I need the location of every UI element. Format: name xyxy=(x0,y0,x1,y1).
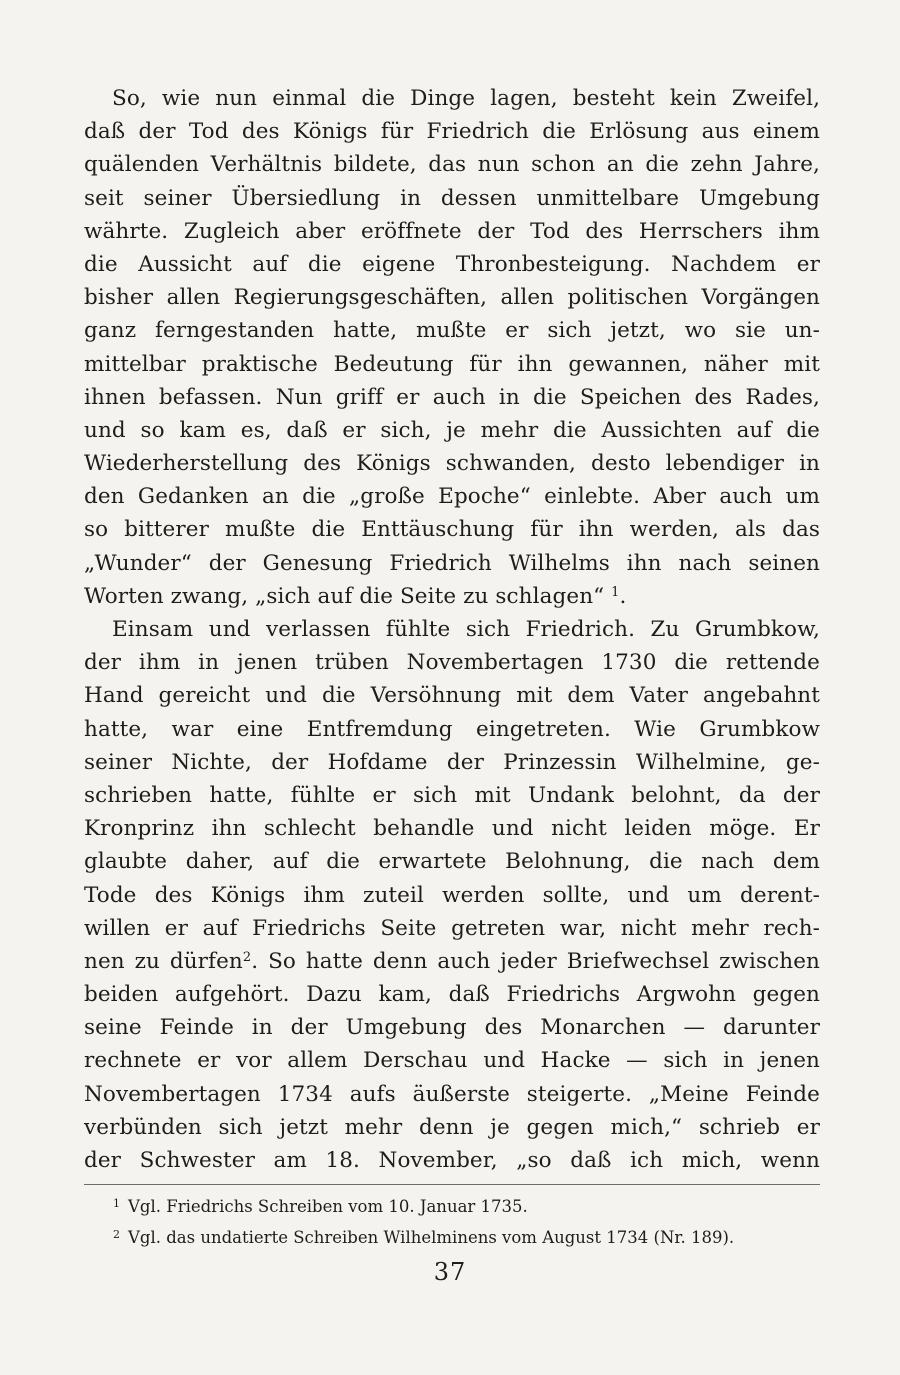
text-line: So, wie nun einmal die Dinge lagen, besteht kein Zweifel, xyxy=(112,86,820,111)
text-line: Wiederherstellung des Königs schwanden, desto lebendiger in xyxy=(84,451,820,477)
text-line: seine Feinde in der Umgebung des Monarchen — darunter xyxy=(84,1015,820,1041)
text-line: nen zu dürfen$^2$. So hatte denn auch jeder Briefwechsel zwischen xyxy=(84,948,820,974)
text-line: glaubte daher, auf die erwartete Belohnung, die nach dem xyxy=(84,849,820,875)
text-line: willen er auf Friedrichs Seite getreten war, nicht mehr rech- xyxy=(84,915,820,941)
text-line: Hand gereicht und die Versöhnung mit dem Vater angebahnt xyxy=(84,683,820,709)
footnote-reference[interactable]: 2 xyxy=(242,949,252,965)
text-line: rechnete er vor allem Derschau und Hacke — sich in jenen xyxy=(84,1048,820,1074)
text-line: schrieben hatte, fühlte er sich mit Undank belohnt, da der xyxy=(84,782,820,808)
text-line: daß der Tod des Königs für Friedrich die Erlösung aus einem xyxy=(84,119,820,145)
text-line: bisher allen Regierungsgeschäften, allen politischen Vorgängen xyxy=(84,285,820,311)
text-line: hatte, war eine Entfremdung eingetreten. Wie Grumbkow xyxy=(84,716,820,742)
text-line: Kronprinz ihn schlecht behandle und nicht leiden möge. Er xyxy=(84,816,820,842)
text-line: Einsam und verlassen fühlte sich Friedrich. Zu Grumbkow, xyxy=(112,617,820,642)
text-line: beiden aufgehört. Dazu kam, daß Friedrichs Argwohn gegen xyxy=(84,982,820,1008)
footnote-divider xyxy=(84,1184,820,1185)
paragraph-1 xyxy=(84,82,820,580)
paragraph-2 xyxy=(84,613,820,945)
footnote-mark: 2 xyxy=(113,1228,120,1241)
text-line: ganz ferngestanden hatte, mußte er sich jetzt, wo sie un- xyxy=(84,318,820,344)
text-line: Worten zwang, „sich auf die Seite zu schlagen“ $^1$. xyxy=(84,583,627,609)
body-text xyxy=(84,82,820,1177)
text-line: die Aussicht auf die eigene Thronbesteigung. Nachdem er xyxy=(84,251,820,277)
footnotes xyxy=(113,1190,823,1252)
text-line: seit seiner Übersiedlung in dessen unmittelbare Umgebung xyxy=(84,185,820,211)
text-line: Novembertagen 1734 aufs äußerste steigerte. „Meine Feinde xyxy=(84,1081,820,1107)
text-line: den Gedanken an die „große Epoche“ einlebte. Aber auch um xyxy=(84,484,820,510)
footnote: $^1$ Vgl. Friedrichs Schreiben vom 10. Januar 1735. xyxy=(113,1197,528,1216)
text-line: so bitterer mußte die Enttäuschung für ihn werden, als das xyxy=(84,517,820,543)
text-line: mittelbar praktische Bedeutung für ihn gewannen, näher mit xyxy=(84,351,820,377)
text-line: seiner Nichte, der Hofdame der Prinzessin Wilhelmine, ge- xyxy=(84,749,820,775)
text-line: der Schwester am 18. November, „so daß ich mich, wenn xyxy=(84,1148,820,1173)
text-line: Tode des Königs ihm zuteil werden sollte, und um derent- xyxy=(84,882,820,908)
footnote: $^2$ Vgl. das undatierte Schreiben Wilhelminens vom August 1734 (Nr. 189). xyxy=(113,1228,735,1247)
page-number: 37 xyxy=(433,1258,467,1286)
footnote-mark: 1 xyxy=(113,1197,120,1210)
paragraph-2-continued xyxy=(84,978,820,1177)
text-line: und so kam es, daß er sich, je mehr die Aussichten auf die xyxy=(84,417,820,443)
text-line: währte. Zugleich aber eröffnete der Tod des Herrschers ihm xyxy=(84,218,820,244)
text-line: quälenden Verhältnis bildete, das nun schon an die zehn Jahre, xyxy=(84,152,820,178)
text-line: „Wunder“ der Genesung Friedrich Wilhelms ihn nach seinen xyxy=(84,550,820,576)
footnote-reference[interactable]: 1 xyxy=(611,584,620,600)
text-line: der ihm in jenen trüben Novembertagen 1730 die rettende xyxy=(84,650,820,676)
text-line: verbünden sich jetzt mehr denn je gegen mich,“ schrieb er xyxy=(84,1114,820,1140)
text-line: ihnen befassen. Nun griff er auch in die Speichen des Rades, xyxy=(84,384,820,410)
